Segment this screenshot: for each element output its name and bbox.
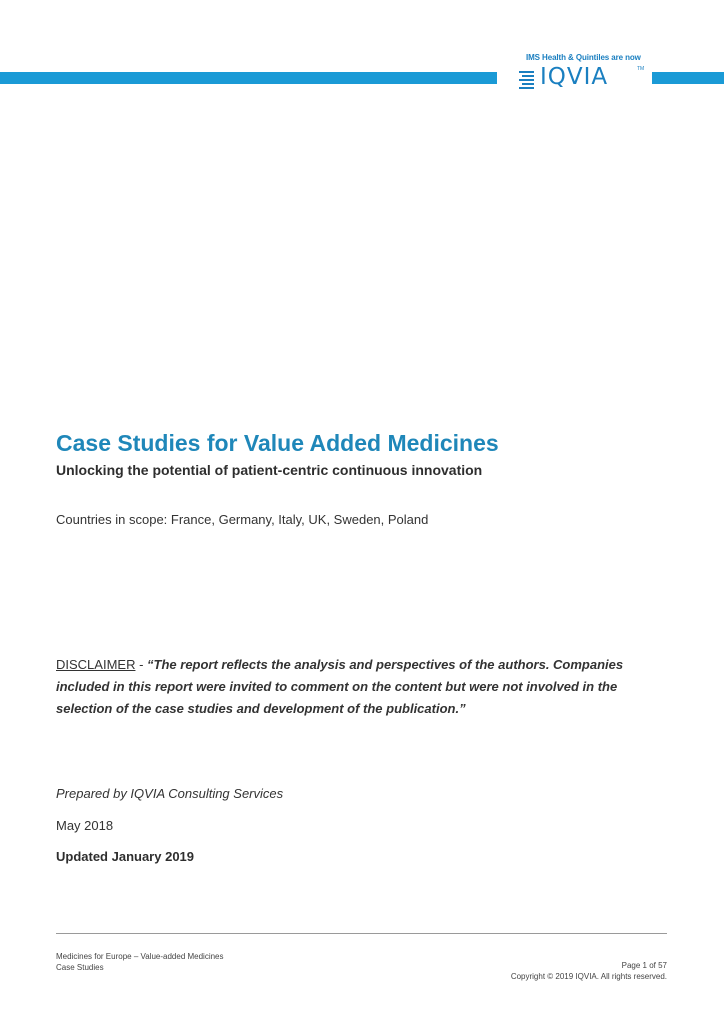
document-title: Case Studies for Value Added Medicines: [56, 430, 499, 456]
copyright: Copyright © 2019 IQVIA. All rights reserved.: [510, 972, 667, 981]
header-accent-bar-right: [652, 72, 724, 84]
updated-date: Updated January 2019: [56, 849, 195, 864]
logo-wordmark: IQVIA: [540, 64, 609, 90]
footer-report-name: Medicines for Europe – Value-added Medicines: [56, 952, 224, 961]
footer-right: [511, 960, 667, 982]
disclaimer-label: DISCLAIMER: [56, 657, 136, 672]
publication-date: May 2018: [56, 818, 114, 833]
prepared-by: Prepared by IQVIA Consulting Services: [56, 786, 284, 801]
footer-left: [56, 951, 224, 973]
disclaimer-text: “The report reflects the analysis and perspectives of the authors. Companies included in this report were invited to comment on the content but were not involved in the selection of the case studies and development of the publication.”: [56, 657, 624, 716]
disclaimer: [56, 654, 666, 720]
logo-tagline: IMS Health & Quintiles are now: [526, 53, 641, 62]
footer-divider: [56, 933, 667, 934]
footer-report-subname: Case Studies: [56, 963, 104, 972]
header-accent-bar-left: [0, 72, 497, 84]
logo-trademark: TM: [637, 66, 645, 72]
document-subtitle: Unlocking the potential of patient-centric continuous innovation: [56, 462, 483, 478]
page-number: Page 1 of 57: [621, 961, 667, 970]
iqvia-logo: [505, 52, 655, 92]
countries-in-scope: Countries in scope: France, Germany, Italy, UK, Sweden, Poland: [56, 512, 429, 527]
disclaimer-separator: -: [135, 657, 148, 672]
